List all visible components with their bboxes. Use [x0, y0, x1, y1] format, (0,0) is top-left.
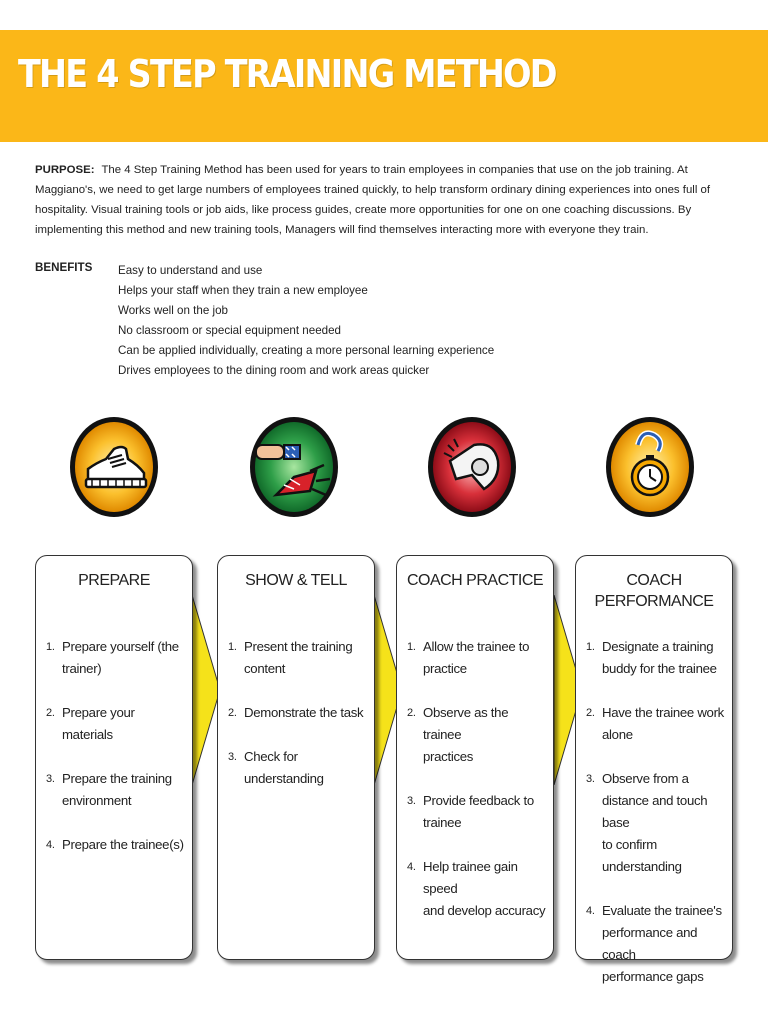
- benefit-item: Helps your staff when they train a new employee: [118, 284, 368, 297]
- benefits-list: [118, 261, 494, 381]
- benefit-item: No classroom or special equipment needed: [118, 324, 341, 337]
- step-list: [228, 636, 368, 790]
- list-item: 3. Check for understanding: [228, 749, 324, 786]
- list-item: 2. Prepare your materials: [46, 705, 135, 742]
- pointing-hand-megaphone-icon: [246, 415, 342, 519]
- list-item: 1. Allow the trainee to practice: [407, 639, 530, 676]
- list-item: 1. Prepare yourself (the trainer): [46, 639, 179, 676]
- list-item: 4. Evaluate the trainee's performance and coach performance gaps: [586, 903, 722, 984]
- list-item: 1. Present the training content: [228, 639, 353, 676]
- step-card-coach-performance: [575, 555, 733, 984]
- purpose-paragraph: [35, 160, 740, 240]
- whistle-icon: [424, 415, 520, 519]
- list-item: 3. Provide feedback to trainee: [407, 793, 534, 830]
- step-title: COACH PRACTICE: [406, 572, 544, 589]
- page-title: THE 4 STEP TRAINING METHOD: [18, 52, 556, 96]
- step-title: SHOW & TELL: [245, 572, 347, 589]
- step-title: PREPARE: [78, 572, 150, 589]
- step-list: [46, 636, 186, 856]
- benefits-label: BENEFITS: [35, 261, 93, 274]
- step-card-show-tell: [217, 555, 375, 960]
- list-item: 3. Prepare the training environment: [46, 771, 172, 808]
- step-card-prepare: [35, 555, 193, 960]
- step-title: COACH PERFORMANCE: [594, 572, 714, 610]
- step-card-coach-practice: [396, 555, 554, 960]
- step-list: [586, 636, 726, 988]
- list-item: 1. Designate a training buddy for the trainee: [586, 639, 717, 676]
- stopwatch-icon: [602, 415, 698, 519]
- list-item: 4. Prepare the trainee(s): [46, 837, 184, 852]
- list-item: 2. Have the trainee work alone: [586, 705, 724, 742]
- header-banner: [0, 30, 768, 142]
- sneaker-icon: [66, 415, 162, 519]
- list-item: 3. Observe from a distance and touch base to confirm understanding: [586, 771, 708, 874]
- purpose-label: PURPOSE:: [35, 164, 95, 176]
- purpose-text: The 4 Step Training Method has been used for years to train employees in companies that use on the job training. At Maggiano's, we need to get large numbers of employees trained quickly, to help transform ordinary dining experiences into ones full of hospitality. Visual training tools or job aids, like process guides, create more opportunities for one on one coaching discussions. By implementing this method and new training tools, Managers will find themselves interacting more with everyone they train.: [35, 164, 711, 236]
- benefit-item: Drives employees to the dining room and work areas quicker: [118, 364, 430, 377]
- list-item: 2. Observe as the trainee practices: [407, 705, 509, 764]
- list-item: 4. Help trainee gain speed and develop accuracy: [407, 859, 546, 918]
- step-list: [407, 636, 547, 922]
- benefit-item: Works well on the job: [118, 304, 228, 317]
- benefit-item: Easy to understand and use: [118, 264, 263, 277]
- list-item: 2. Demonstrate the task: [228, 705, 364, 720]
- benefit-item: Can be applied individually, creating a more personal learning experience: [118, 344, 495, 357]
